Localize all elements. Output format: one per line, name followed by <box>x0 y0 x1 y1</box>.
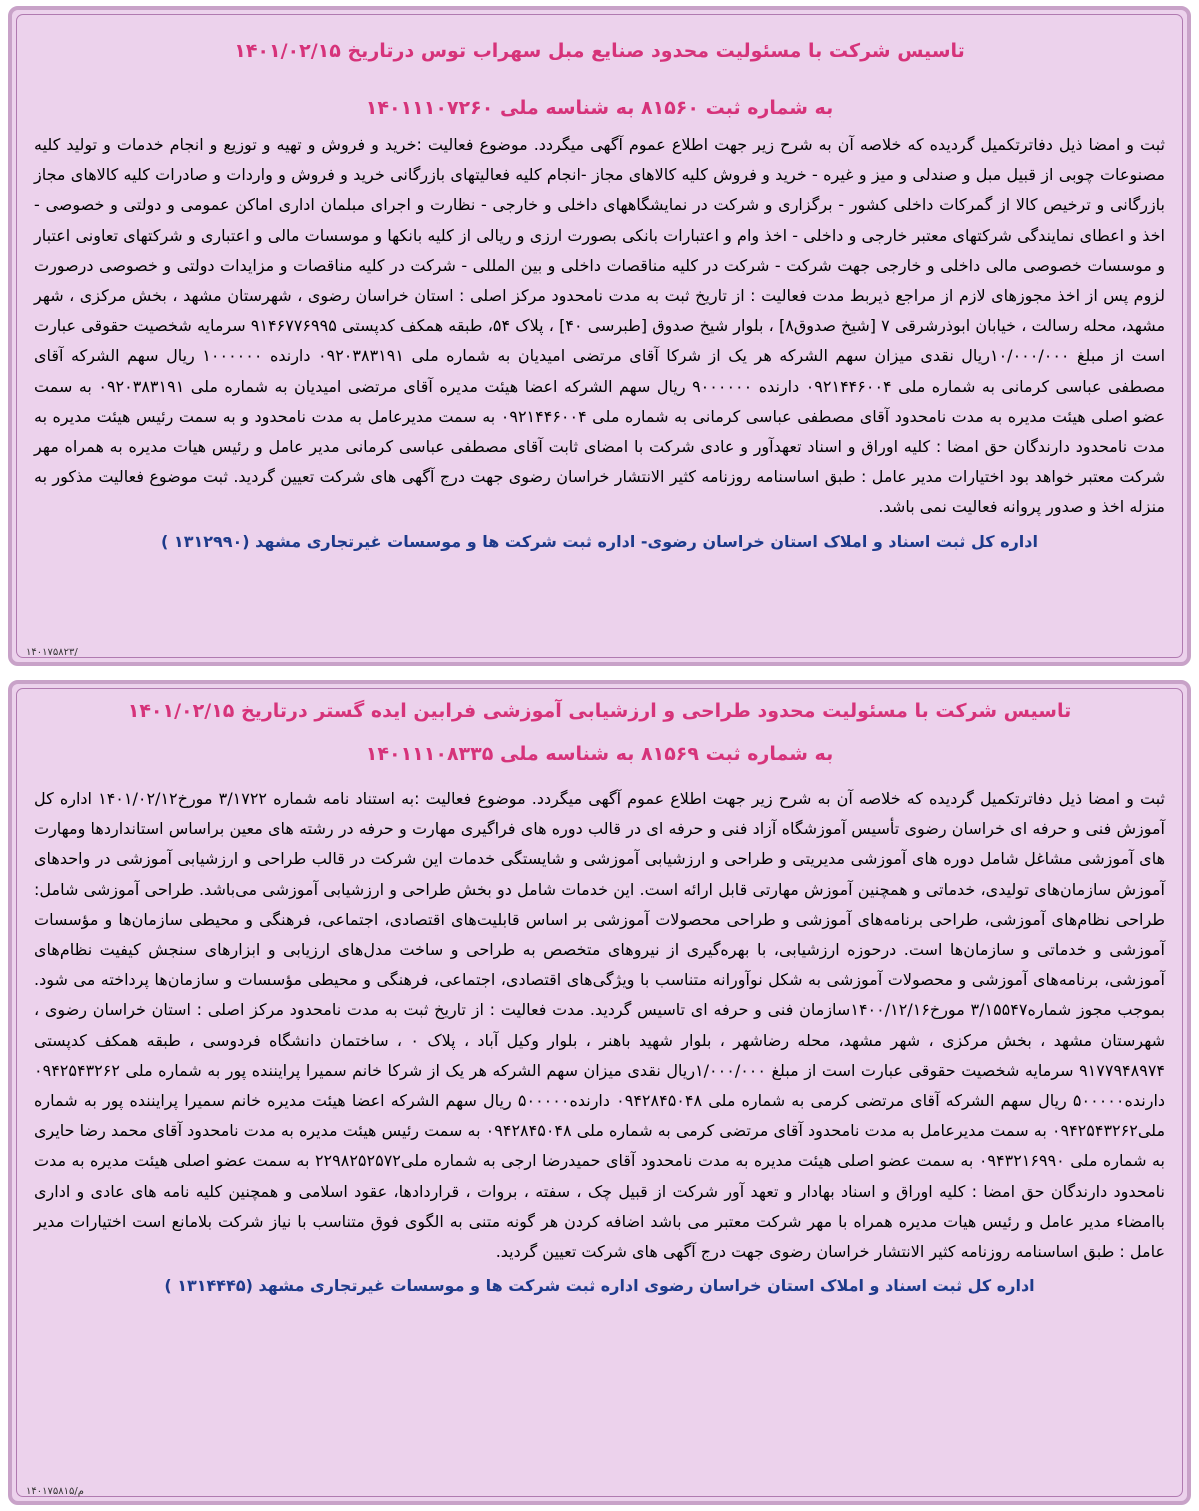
notice-code: /۱۴۰۱۷۵۸۲۳ <box>26 647 78 658</box>
notice-title-line2: به شماره ثبت ۸۱۵۶۹ به شناسه ملی ۱۴۰۱۱۱۰۸۳۳۵ <box>365 743 834 765</box>
notice-footer: اداره کل ثبت اسناد و املاک استان خراسان رضوی- اداره ثبت شرکت ها و موسسات غیرتجاری مشهد (۱۳۱۲۹۹۰ ) <box>161 531 1038 551</box>
notice-company-1 <box>8 6 1191 666</box>
notice-title-line2: به شماره ثبت ۸۱۵۶۰ به شناسه ملی ۱۴۰۱۱۱۰۷۲۶۰ <box>365 97 834 119</box>
notice-body: ثبت و امضا ذیل دفاترتکمیل گردیده که خلاصه آن به شرح زیر جهت اطلاع عموم آگهی میگردد. موضوع فعالیت :خرید و فروش و تهیه و توزیع و انجام خدمات و تولید کلیه مصنوعات چوبی از قبیل مبل و صندلی و میز و غیره - خرید و فروش کلیه کالاهای مجاز -انجام کلیه فعالیتهای بازرگانی خرید و فروش و واردات و صادرات کلیه کالاهای مجاز بازرگانی و ترخیص کالا از گمرکات داخلی کشور - برگزاری و شرکت در نمایشگاههای داخلی و خارجی - نظارت و اجرای مبلمان اداری اماکن عمومی و دولتی و خصوصی - اخذ و اعطای نمایندگی شرکتهای معتبر خارجی و داخلی - اخذ وام و اعتبارات بانکی بصورت ارزی و ریالی از کلیه بانکها و موسسات مالی و اعتباری و شرکتهای تعاونی اعتبار و موسسات خصوصی مالی داخلی و خارجی جهت شرکت - شرکت در کلیه مناقصات داخلی و بین المللی - شرکت در کلیه مناقصات و مزایدات دولتی و خصوصی درصورت لزوم پس از اخذ مجوزهای لازم از مراجع ذیربط مدت فعالیت : از تاریخ ثبت به مدت نامحدود مرکز اصلی : استان خراسان رضوی ، شهرستان مشهد ، بخش مرکزی ، شهر مشهد، محله رسالت ، خیابان ابوذرشرقی ۷ [شیخ صدوق۸] ، بلوار شیخ صدوق [طبرسی ۴۰] ، پلاک ۵۴، طبقه همکف کدپستی ۹۱۴۶۷۷۶۹۹۵ سرمایه شخصیت حقوقی عبارت است از مبلغ ۱۰/۰۰۰/۰۰۰ریال نقدی میزان سهم الشرکه هر یک از شرکا آقای مرتضی امیدیان به شماره ملی ۰۹۲۰۳۸۳۱۹۱ دارنده ۱۰۰۰۰۰۰ ریال سهم الشرکه آقای مصطفی عباسی کرمانی به شماره ملی ۰۹۲۱۴۴۶۰۰۴ دارنده ۹۰۰۰۰۰۰ ریال سهم الشرکه اعضا هیئت مدیره آقای مرتضی امیدیان به شماره ملی ۰۹۲۰۳۸۳۱۹۱ به سمت عضو اصلی هیئت مدیره به مدت نامحدود آقای مصطفی عباسی کرمانی به شماره ملی ۰۹۲۱۴۴۶۰۰۴ به سمت مدیرعامل به مدت نامحدود و به سمت رئیس هیئت مدیره به مدت نامحدود دارندگان حق امضا : کلیه اوراق و اسناد تعهدآور و عادی شرکت با امضای ثابت آقای مصطفی عباسی کرمانی مدیر عامل و رئیس هیات مدیره به همراه مهر شرکت معتبر خواهد بود اختیارات مدیر عامل : طبق اساسنامه روزنامه کثیر الانتشار خراسان رضوی جهت درج آگهی های شرکت تعیین گردید. ثبت موضوع فعالیت مذکور به منزله اخذ و صدور پروانه فعالیت نمی باشد. <box>34 135 1166 517</box>
notice-title-line1: تاسیس شرکت با مسئولیت محدود طراحی و ارزشیابی آموزشی فرابین ایده گستر درتاریخ ۱۴۰۱/۰۲/۱۵ <box>127 700 1072 722</box>
notice-body: ثبت و امضا ذیل دفاترتکمیل گردیده که خلاصه آن به شرح زیر جهت اطلاع عموم آگهی میگردد. موضوع فعالیت :به استناد نامه شماره ۳/۱۷۲۲ مورخ۱۴۰۱/۰۲/۱۲ اداره کل آموزش فنی و حرفه ای خراسان رضوی تأسیس آموزشگاه آزاد فنی و حرفه ای در قالب دوره های فراگیری مهارت و حرفه در رشته های معین براساس استانداردها ومهارت های آموزشی مشاغل شامل دوره های آموزشی مدیریتی و طراحی و ارزشیابی آموزشی و شایستگی خدمات این شرکت در قالب طراحی و ارزشیابی آموزشی در واحدهای آموزش سازمان‌های تولیدی، خدماتی و همچنین آموزش مهارتی قابل ارائه است. این خدمات شامل دو بخش طراحی و ارزشیابی آموزشی می‌باشد. طراحی آموزشی شامل: طراحی نظام‌های آموزشی، طراحی برنامه‌های آموزشی و طراحی محصولات آموزشی بر اساس قابلیت‌های اقتصادی، اجتماعی، فرهنگی و محیطی سازمان‌ها و مؤسسات آموزشی و خدماتی و سازمان‌ها است. درحوزه ارزشیابی، با بهره‌گیری از نیروهای متخصص به طراحی و ساخت مدل‌های ارزیابی و ابزارهای سنجش کیفیت نظام‌های آموزشی، برنامه‌های آموزشی و محصولات آموزشی به شکل نوآورانه متناسب با ویژگی‌های اقتصادی، اجتماعی، فرهنگی و محیطی مؤسسات و سازمان‌ها پرداخته می شود. بموجب مجوز شماره۳/۱۵۵۴۷ مورخ۱۴۰۰/۱۲/۱۶سازمان فنی و حرفه ای تاسیس گردید. مدت فعالیت : از تاریخ ثبت به مدت نامحدود مرکز اصلی : استان خراسان رضوی ، شهرستان مشهد ، بخش مرکزی ، شهر مشهد، محله رضاشهر ، بلوار شهید باهنر ، بلوار وکیل آباد ، پلاک ۰ ، ساختمان دانشگاه فردوسی ، طبقه همکف کدپستی ۹۱۷۷۹۴۸۹۷۴ سرمایه شخصیت حقوقی عبارت است از مبلغ ۱/۰۰۰/۰۰۰ریال نقدی میزان سهم الشرکه هر یک از شرکا خانم سمیرا پرایننده پور به شماره ملی ۰۹۴۲۵۴۳۲۶۲ دارنده۵۰۰۰۰۰ ریال سهم الشرکه آقای مرتضی کرمی به شماره ملی ۰۹۴۲۸۴۵۰۴۸ دارنده۵۰۰۰۰۰ ریال سهم الشرکه اعضا هیئت مدیره خانم سمیرا پرایننده پور به شماره ملی۰۹۴۲۵۴۳۲۶۲ به سمت مدیرعامل به مدت نامحدود آقای مرتضی کرمی به شماره ملی ۰۹۴۲۸۴۵۰۴۸ به سمت رئیس هیئت مدیره به مدت نامحدود آقای محمد رضا حایری به شماره ملی ۰۹۴۳۲۱۶۹۹۰ به سمت عضو اصلی هیئت مدیره به مدت نامحدود آقای حمیدرضا ارجی به شماره ملی۲۲۹۸۲۵۲۵۷۲ به سمت عضو اصلی هیئت مدیره به مدت نامحدود دارندگان حق امضا : کلیه اوراق و اسناد بهادار و تعهد آور شرکت از قبیل چک ، سفته ، بروات ، قراردادها، عقود اسلامی و همچنین کلیه نامه های عادی و اداری باامضاء مدیر عامل و رئیس هیات مدیره همراه با مهر شرکت معتبر می باشد اضافه کردن هر گونه متنی به الگوی فوق متناسب با نیاز شرکت بلامانع است اختیارات مدیر عامل : طبق اساسنامه روزنامه کثیر الانتشار خراسان رضوی جهت درج آگهی های شرکت تعیین گردید. <box>34 789 1166 1262</box>
notice-title-line1: تاسیس شرکت با مسئولیت محدود صنایع مبل سهراب توس درتاریخ ۱۴۰۱/۰۲/۱۵ <box>234 40 965 62</box>
notice-code: م/۱۴۰۱۷۵۸۱۵ <box>26 1486 84 1497</box>
notice-footer: اداره کل ثبت اسناد و املاک استان خراسان رضوی اداره ثبت شرکت ها و موسسات غیرتجاری مشهد (۱۳۱۴۴۴۵ ) <box>164 1276 1035 1296</box>
notice-company-2 <box>8 680 1191 1505</box>
